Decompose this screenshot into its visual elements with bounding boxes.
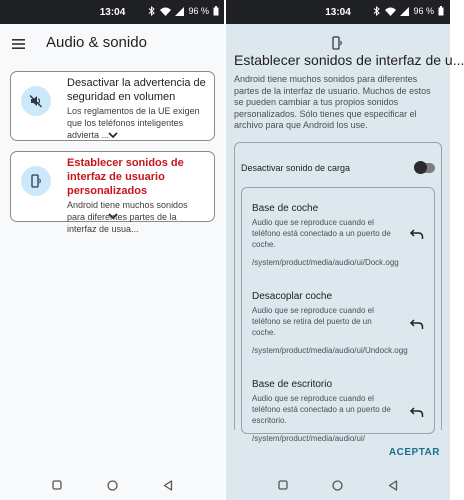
sound-title: Desacoplar coche [252, 291, 333, 302]
back-button[interactable] [163, 480, 173, 491]
chevron-down-icon [108, 132, 118, 138]
toggle-label: Desactivar sonido de carga [241, 163, 351, 173]
volume-off-icon [29, 94, 43, 108]
hamburger-menu-icon [12, 39, 25, 49]
sound-title: Base de escritorio [252, 379, 333, 390]
sounds-list [241, 187, 435, 443]
back-button[interactable] [388, 480, 398, 491]
sound-path: /system/product/media/audio/ui/Dock.ogg [252, 258, 399, 267]
left-screen [0, 0, 225, 500]
sound-title: Base de coche [252, 203, 319, 214]
reset-sound-button[interactable] [410, 406, 424, 418]
sound-description: Audio que se reproduce cuando el teléfono está conectado a un puerto de escritorio. [252, 394, 391, 425]
battery-icon [213, 6, 219, 16]
bluetooth-icon [148, 6, 156, 16]
status-bar [0, 0, 225, 24]
expand-button[interactable] [11, 132, 214, 138]
status-bar [226, 0, 450, 24]
status-time: 13:04 [325, 6, 351, 18]
wifi-icon [160, 7, 171, 16]
battery-icon [438, 6, 444, 16]
home-button[interactable] [107, 480, 118, 491]
chevron-down-icon [108, 213, 118, 219]
navigation-bar [226, 470, 450, 500]
page-title: Audio & sonido [46, 34, 147, 51]
sound-item[interactable] [252, 290, 408, 356]
sound-description: Audio que se reproduce cuando el teléfono se retira del puerto de un coche. [252, 306, 374, 337]
card-title: Establecer sonidos de interfaz de usuario personalizados [67, 157, 184, 197]
sound-item[interactable] [252, 378, 392, 444]
card-description: Android tiene muchos sonidos para diferentes partes de la interfaz de usua... [67, 200, 188, 234]
toggle-knob [414, 161, 427, 174]
expand-button[interactable] [11, 213, 214, 219]
sound-description: Audio que se reproduce cuando el teléfono está conectado a un puerto de coche. [252, 218, 391, 249]
card-icon-container [21, 86, 51, 116]
home-button[interactable] [332, 480, 343, 491]
reset-sound-button[interactable] [410, 318, 424, 330]
reset-sound-button[interactable] [410, 228, 424, 240]
bluetooth-icon [373, 6, 381, 16]
recents-button[interactable] [278, 480, 288, 490]
card-custom-ui-sounds[interactable] [10, 151, 215, 234]
signal-icon [175, 7, 184, 16]
phone-sound-icon [330, 36, 344, 50]
sound-item[interactable] [252, 202, 399, 268]
status-time: 13:04 [99, 6, 126, 18]
dialog-title: Establecer sonidos de interfaz de u... [234, 52, 464, 68]
charge-sound-toggle[interactable] [415, 163, 435, 173]
card-volume-warning[interactable] [10, 71, 215, 141]
card-title: Desactivar la advertencia de seguridad en volumen [67, 77, 206, 103]
sound-path: /system/product/media/audio/ui/ [252, 434, 365, 443]
sound-path: /system/product/media/audio/ui/Undock.ogg [252, 346, 408, 355]
phone-sound-icon [29, 174, 43, 188]
card-icon-container [21, 166, 51, 196]
recents-button[interactable] [52, 480, 62, 490]
dialog-description: Android tiene muchos sonidos para diferentes partes de la interfaz de usuario. Muchos de estos se pueden cambiar a tus propios sonidos personalizados. Sólo tienes que especificar el archivo para que Android los use. [234, 74, 431, 130]
wifi-icon [385, 7, 396, 16]
right-screen [226, 0, 464, 500]
battery-percent: 96 % [413, 6, 434, 16]
app-bar [0, 30, 225, 60]
card-description: Los reglamentos de la UE exigen que los teléfonos inteligentes advierta ... [67, 106, 200, 140]
battery-percent: 96 % [188, 6, 209, 16]
accept-button[interactable]: ACEPTAR [388, 447, 440, 458]
navigation-bar [0, 470, 225, 500]
menu-button[interactable] [10, 36, 26, 52]
signal-icon [400, 7, 409, 16]
charge-sound-toggle-row[interactable] [241, 161, 435, 177]
dialog-content[interactable] [234, 142, 442, 443]
